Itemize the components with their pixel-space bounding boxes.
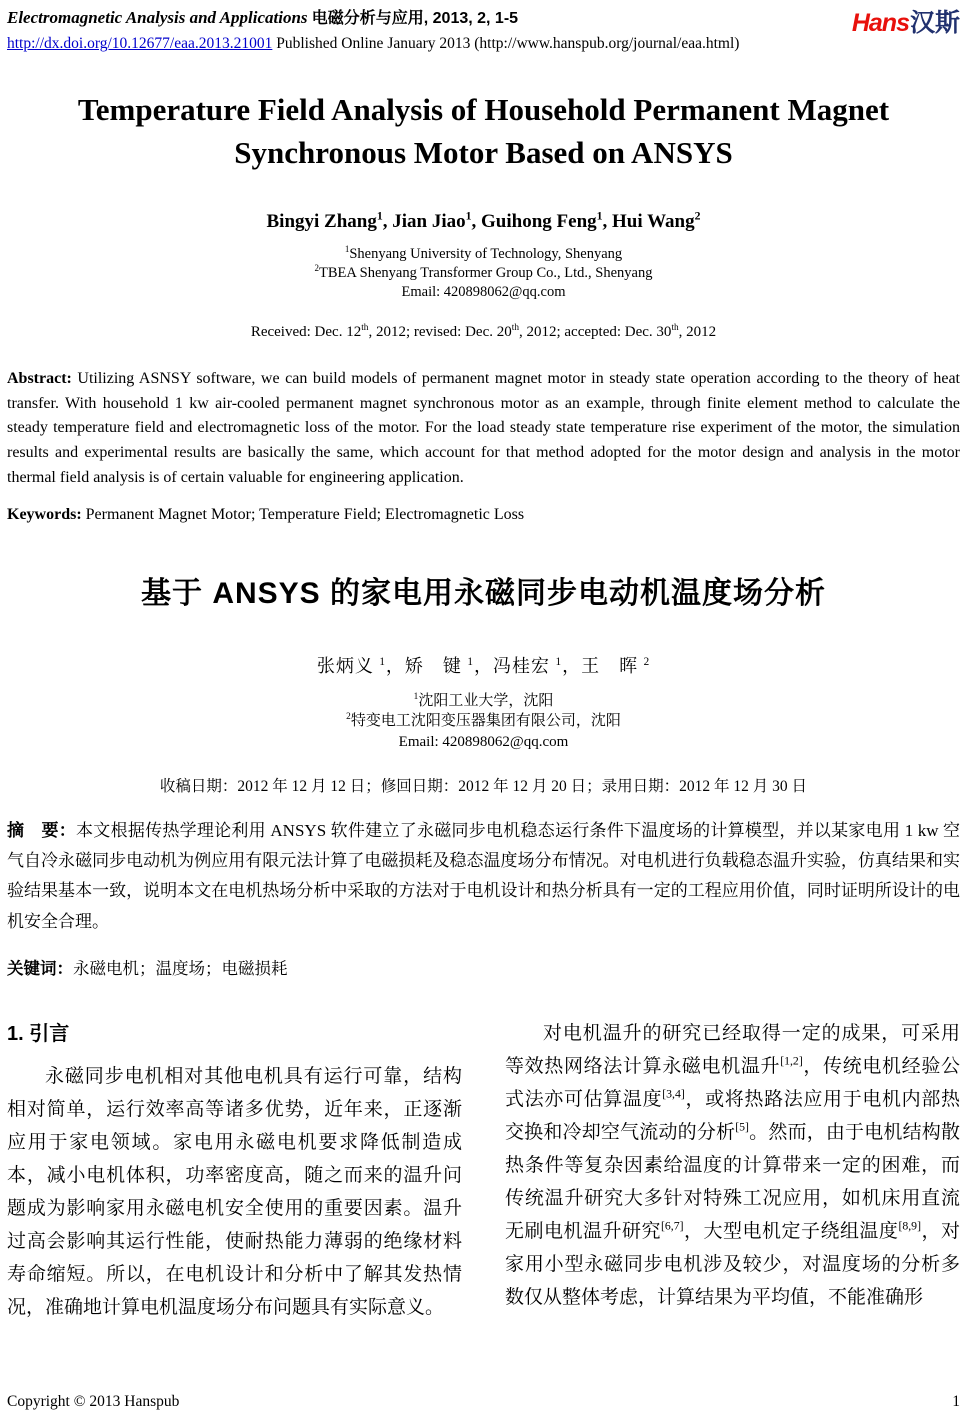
received-line-english: Received: Dec. 12th, 2012; revised: Dec. 20th, 2012; accepted: Dec. 30th, 2012 xyxy=(250,323,717,341)
paper-title-english: Temperature Field Analysis of Household Permanent Magnet Synchronous Motor Based on ANSYS xyxy=(77,92,890,170)
authors-line-english: Bingyi Zhang$^1$, Jian Jiao$^1$, Guihong Feng$^1$, Hui Wang$^2$ xyxy=(266,209,701,232)
journal-title-line xyxy=(7,6,739,31)
abstract-text-english: Utilizing ASNSY software, we can build models of permanent magnet motor in steady state operation according to the theory of heat transfer. With household 1 kw air-cooled permanent magnet synchronous motor as an example, through finite element method to calculate the steady temperature field and electromagnetic loss of the motor. For the load steady state temperature rise experiment of the motor, the simulation results and experimental results are basically the same, which account for that method adopted for the motor design and analysis in the motor thermal field analysis is of certain valuable for engineering application. xyxy=(7,370,960,486)
affiliation-1-chinese: $^1$沈阳工业大学，沈阳 xyxy=(413,692,554,710)
doi-link[interactable]: http://dx.doi.org/10.12677/eaa.2013.21001 xyxy=(7,34,273,52)
hanspub-logo xyxy=(852,3,960,39)
paper-title-chinese: 基于 ANSYS 的家电用永磁同步电动机温度场分析 xyxy=(140,577,827,611)
section-1-heading: 1. 引言 xyxy=(7,1022,70,1045)
journal-info xyxy=(7,6,739,55)
abstract-paragraph-chinese xyxy=(7,816,960,937)
page-number: 1 xyxy=(952,1393,960,1410)
affiliations-chinese xyxy=(7,691,960,752)
affiliation-1-english: $^1$Shenyang University of Technology, Shenyang xyxy=(344,243,623,262)
keywords-line-english xyxy=(7,506,960,524)
abstract-label-chinese: 摘 要： xyxy=(7,820,77,840)
intro-paragraph-right: 对电机温升的研究已经取得一定的成果，可采用等效热网络法计算永磁电机温升[1,2]，传统电机经验公式法亦可估算温度[3,4]，或将热路法应用于电机内部热交换和冷却空气流动的分析[5]。然而，由于电机结构散热条件等复杂因素给温度的计算带来一定的困难，而传统温升研究大多针对特殊工况应用，如机床用直流无刷电机温升研究[6,7]，大型电机定子绕组温度[8,9]，对家用小型永磁同步电机涉及较少，对温度场的分析多数仅从整体考虑，计算结果为平均值，不能准确形 xyxy=(505,1022,960,1309)
journal-name-chinese: 电磁分析与应用, 2013, 2, 1-5 xyxy=(311,10,519,27)
published-online-text: Published Online January 2013 (http://www.hanspub.org/journal/eaa.html) xyxy=(276,34,740,52)
keywords-text-english: Permanent Magnet Motor; Temperature Field; Electromagnetic Loss xyxy=(81,506,525,524)
keywords-line-chinese xyxy=(7,955,960,979)
intro-paragraph-left: 永磁同步电机相对其他电机具有运行可靠，结构相对简单，运行效率高等诸多优势，近年来，正逐渐应用于家电领域。家电用永磁电机要求降低制造成本，减小电机体积，功率密度高，随之而来的温升问题成为影响家用永磁电机安全使用的重要因素。温升过高会影响其运行性能，使耐热能力薄弱的绝缘材料寿命缩短。所以，在电机设计和分析中了解其发热情况，准确地计算电机温度场分布问题具有实际意义。 xyxy=(7,1065,462,1319)
received-line-chinese: 收稿日期：2012 年 12 月 12 日；修回日期：2012 年 12 月 20 日；录用日期：2012 年 12 月 30 日 xyxy=(159,777,808,795)
keywords-label-english: Keywords: xyxy=(7,506,82,524)
hanzi-logo-text: 汉斯 xyxy=(909,9,960,37)
email-line-english: Email: 420898062@qq.com xyxy=(401,283,566,300)
keywords-text-chinese: 永磁电机；温度场；电磁损耗 xyxy=(73,958,288,978)
page-footer xyxy=(7,1393,960,1411)
affiliation-2-english: $^2$TBEA Shenyang Transformer Group Co., Ltd., Shenyang xyxy=(314,262,653,281)
abstract-label-english: Abstract: xyxy=(7,370,72,388)
email-line-chinese: Email: 420898062@qq.com xyxy=(398,733,569,750)
keywords-label-chinese: 关键词： xyxy=(7,959,73,978)
abstract-paragraph-english xyxy=(7,367,960,490)
page-header xyxy=(7,6,960,55)
body-columns xyxy=(7,1017,960,1324)
abstract-text-chinese: 本文根据传热学理论利用 ANSYS 软件建立了永磁同步电机稳态运行条件下温度场的计算模型，并以某家电用 1 kw 空气自冷永磁同步电动机为例应用有限元法计算了电磁损耗及稳态温度场分布情况。对电机进行负载稳态温升实验，仿真结果和实验结果基本一致，说明本文在电机热场分析中采取的方法对于电机设计和热分析具有一定的工程应用价值，同时证明所设计的电机安全合理。 xyxy=(7,820,961,931)
copyright-text: Copyright © 2013 Hanspub xyxy=(7,1393,180,1410)
doi-line xyxy=(7,33,739,55)
journal-name-english: Electromagnetic Analysis and Applications xyxy=(7,8,308,27)
affiliation-2-chinese: $^2$特变电工沈阳变压器集团有限公司，沈阳 xyxy=(346,712,621,730)
hans-logo-text: Hans xyxy=(851,9,909,37)
left-column xyxy=(7,1017,462,1324)
authors-line-chinese: 张炳义 $^1$，矫 键 $^1$，冯桂宏 $^1$，王 晖 $^2$ xyxy=(316,656,651,677)
right-column xyxy=(505,1017,960,1324)
affiliations-english xyxy=(7,245,960,302)
